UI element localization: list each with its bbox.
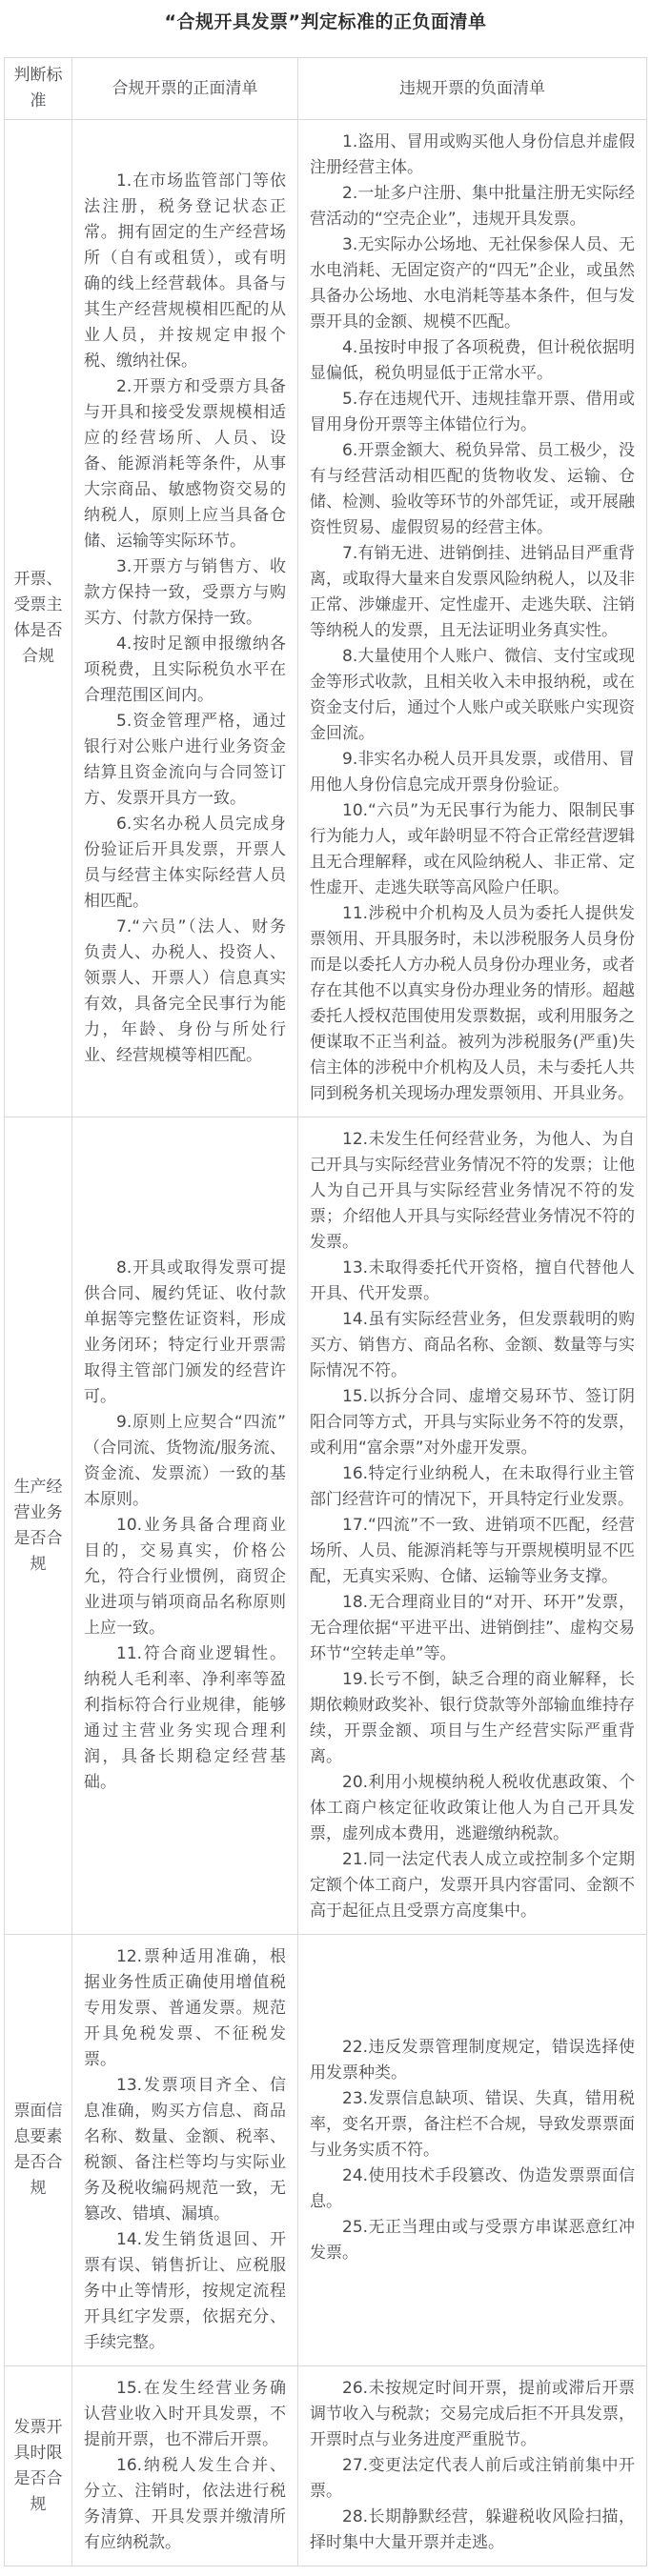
list-item: 14.虽有实际经营业务，但发票载明的购买方、销售方、商品名称、金额、数量等与实际情况不符。 — [310, 1310, 635, 1380]
list-item: 2.一址多户注册、集中批量注册无实际经营活动的“空壳企业”，违规开具发票。 — [310, 184, 635, 229]
list-item: 12.未发生任何经营业务，为他人、为自己开具与实际经营业务情况不符的发票；让他人为自己开具与实际经营业务情况不符的发票；介绍他人开具与实际经营业务情况不符的发票。 — [310, 1130, 635, 1252]
list-item: 23.发票信息缺项、错误、失真，错用税率，变名开票，备注栏不合规，导致发票票面与业务实质不符。 — [310, 2088, 635, 2160]
list-item: 5.资金管理严格，通过银行对公账户进行业务资金结算且资金流向与合同签订方、发票开具方一致。 — [84, 711, 286, 808]
list-item: 7.“六员”（法人、财务负责人、办税人、投资人、领票人、开票人）信息真实有效，具备完全民事行为能力，年龄、身份与所处行业、经营规模等相匹配。 — [84, 916, 286, 1065]
list-item: 26.未按规定时间开票，提前或滞后开票调节收入与税款；交易完成后拒不开具发票，开票时点与业务进度严重脱节。 — [310, 2379, 635, 2449]
list-item: 1.在市场监管部门等依法注册，税务登记状态正常。拥有固定的生产经营场所（自有或租赁），或有明确的线上经营载体。具备与其生产经营规模相匹配的从业人员，并按规定申报个税、缴纳社保。 — [84, 171, 286, 371]
header-negative-list: 违规开票的负面清单 — [298, 58, 647, 120]
list-item: 4.虽按时申报了各项税费，但计税依据明显偏低，税负明显低于正常水平。 — [310, 338, 635, 383]
list-item: 9.原则上应契合“四流”（合同流、货物流/服务流、资金流、发票流）一致的基本原则。 — [84, 1413, 286, 1509]
list-item: 25.无正当理由或与受票方串谋恶意红冲发票。 — [310, 2217, 635, 2263]
page-title: “合规开具发票”判定标准的正负面清单 — [164, 11, 487, 32]
list-item: 8.大量使用个人账户、微信、支付宝或现金等形式收款，且相关收入未申报纳税，或在资金支付后，通过个人账户或关联账户实现资金回流。 — [310, 647, 635, 743]
list-item: 4.按时足额申报缴纳各项税费，且实际税负水平在合理范围区间内。 — [84, 634, 286, 705]
negative-list-cell — [298, 120, 647, 1117]
criteria-label: 开票、受票主体是否合规 — [5, 120, 72, 1117]
list-item: 1.盗用、冒用或购买他人身份信息并虚假注册经营主体。 — [310, 132, 635, 177]
criteria-row-business — [5, 1117, 647, 1935]
list-item: 13.发票项目齐全、信息准确，购买方信息、商品名称、数量、金额、税率、税额、备注栏等均与实际业务及税收编码规范一致，无篡改、错填、漏填。 — [84, 2076, 286, 2224]
list-item: 19.长亏不倒，缺乏合理的商业解释，长期依赖财政奖补、银行贷款等外部输血维持存续，开票金额、项目与生产经营实际严重背离。 — [310, 1670, 635, 1766]
list-item: 16.纳税人发生合并、分立、注销时，依法进行税务清算、开具发票并缴清所有应纳税款。 — [84, 2456, 286, 2552]
list-item: 17.“四流”不一致、进销项不匹配，经营场所、人员、能源消耗等与开票规模明显不匹配，无真实采购、仓储、运输等业务支撑。 — [310, 1516, 635, 1586]
positive-list-cell — [72, 1117, 298, 1935]
list-item: 10.业务具备合理商业目的，交易真实，价格公允，符合行业惯例，商贸企业进项与销项商品名称原则上应一致。 — [84, 1516, 286, 1638]
header-row — [5, 58, 647, 120]
list-item: 9.非实名办税人员开具发票，或借用、冒用他人身份信息完成开票身份验证。 — [310, 750, 635, 795]
list-item: 11.符合商业逻辑性。纳税人毛利率、净利率等盈利指标符合行业规律，能够通过主营业务实现合理利润，具备长期稳定经营基础。 — [84, 1644, 286, 1792]
positive-list-cell — [72, 120, 298, 1117]
list-item: 12.票种适用准确，根据业务性质正确使用增值税专用发票、普通发票。规范开具免税发票、不征税发票。 — [84, 1947, 286, 2069]
list-item: 15.在发生经营业务确认营业收入时开具发票，不提前开票，也不滞后开票。 — [84, 2379, 286, 2449]
list-item: 3.无实际办公场地、无社保参保人员、无水电消耗、无固定资产的“四无”企业，或虽然具备办公场地、水电消耗等基本条件，但与发票开具的金额、规模不匹配。 — [310, 235, 635, 332]
criteria-label: 票面信息要素是否合规 — [5, 1935, 72, 2366]
criteria-row-invoice-info — [5, 1935, 647, 2366]
list-item: 22.违反发票管理制度规定，错误选择使用发票种类。 — [310, 2037, 635, 2083]
list-item: 5.存在违规代开、违规挂靠开票、借用或冒用身份开票等主体错位行为。 — [310, 390, 635, 434]
list-item: 18.无合理商业目的“对开、环开”发票，无合理依据“平进平出、进销倒挂”、虚构交易环节“空转走单”等。 — [310, 1593, 635, 1663]
negative-list-cell — [298, 1117, 647, 1935]
header-positive-list: 合规开票的正面清单 — [72, 58, 298, 120]
list-item: 14.发生销货退回、开票有误、销售折让、应税服务中止等情形，按规定流程开具红字发票，依据充分、手续完整。 — [84, 2230, 286, 2352]
list-item: 7.有销无进、进销倒挂、进销品目严重背离，或取得大量来自发票风险纳税人，以及非正常、涉嫌虚开、定性虚开、走逃失联、注销等纳税人的发票，且无法证明业务真实性。 — [310, 544, 635, 640]
list-item: 10.“六员”为无民事行为能力、限制民事行为能力人，或年龄明显不符合正常经营逻辑且无合理解释，或在风险纳税人、非正常、定性虚开、走逃失联等高风险户任职。 — [310, 801, 635, 897]
criteria-label: 生产经营业务是否合规 — [5, 1117, 72, 1935]
list-item: 8.开具或取得发票可提供合同、履约凭证、收付款单据等完整佐证资料，形成业务闭环；特定行业开票需取得主管部门颁发的经营许可。 — [84, 1258, 286, 1406]
list-item: 28.长期静默经营，躲避税收风险扫描，择时集中大量开票并走逃。 — [310, 2507, 635, 2552]
criteria-row-time-limit — [5, 2366, 647, 2566]
list-item: 20.利用小规模纳税人税收优惠政策、个体工商户核定征收政策让他人为自己开具发票，虚列成本费用，逃避缴纳税款。 — [310, 1773, 635, 1843]
header-criteria: 判断标准 — [5, 58, 72, 120]
list-item: 6.开票金额大、税负异常、员工极少，没有与经营活动相匹配的货物收发、运输、仓储、检测、验收等环节的外部凭证，或开展融资性贸易、虚假贸易的经营主体。 — [310, 441, 635, 537]
list-item: 6.实名办税人员完成身份验证后开具发票，开票人员与经营主体实际经营人员相匹配。 — [84, 814, 286, 911]
list-item: 16.特定行业纳税人，在未取得行业主管部门经营许可的情况下，开具特定行业发票。 — [310, 1464, 635, 1509]
list-item: 21.同一法定代表人成立或控制多个定期定额个体工商户，发票开具内容雷同、金额不高于起征点且受票方高度集中。 — [310, 1850, 635, 1921]
negative-list-cell — [298, 1935, 647, 2366]
criteria-row-subject — [5, 120, 647, 1117]
list-item: 13.未取得委托代开资格，擅自代替他人开具、代开发票。 — [310, 1258, 635, 1303]
positive-list-cell — [72, 1935, 298, 2366]
list-item: 27.变更法定代表人前后或注销前集中开票。 — [310, 2456, 635, 2501]
criteria-label: 发票开具时限是否合规 — [5, 2366, 72, 2566]
list-item: 15.以拆分合同、虚增交易环节、签订阴阳合同等方式，开具与实际业务不符的发票，或利用“富余票”对外虚开发票。 — [310, 1387, 635, 1458]
list-item: 11.涉税中介机构及人员为委托人提供发票领用、开具服务时，未以涉税服务人员身份而是以委托人方办税人员身份办理业务，或者存在其他不以真实身份办理业务的情形。超越委托人授权范围使用发票数据，或利用服务之便谋取不正当利益。被列为涉税服务(严重)失信主体的涉税中介机构及人员，未与委托人共同到税务机关现场办理发票领用、开具业务。 — [310, 904, 635, 1103]
positive-list-cell — [72, 2366, 298, 2566]
list-item: 2.开票方和受票方具备与开具和接受发票规模相适应的经营场所、人员、设备、能源消耗等条件，从事大宗商品、敏感物资交易的纳税人，原则上应当具备仓储、运输等实际环节。 — [84, 376, 286, 551]
invoice-criteria-table — [4, 57, 647, 2566]
list-item: 3.开票方与销售方、收款方保持一致，受票方与购买方、付款方保持一致。 — [84, 556, 286, 628]
list-item: 24.使用技术手段篡改、伪造发票票面信息。 — [310, 2165, 635, 2211]
negative-list-cell — [298, 2366, 647, 2566]
